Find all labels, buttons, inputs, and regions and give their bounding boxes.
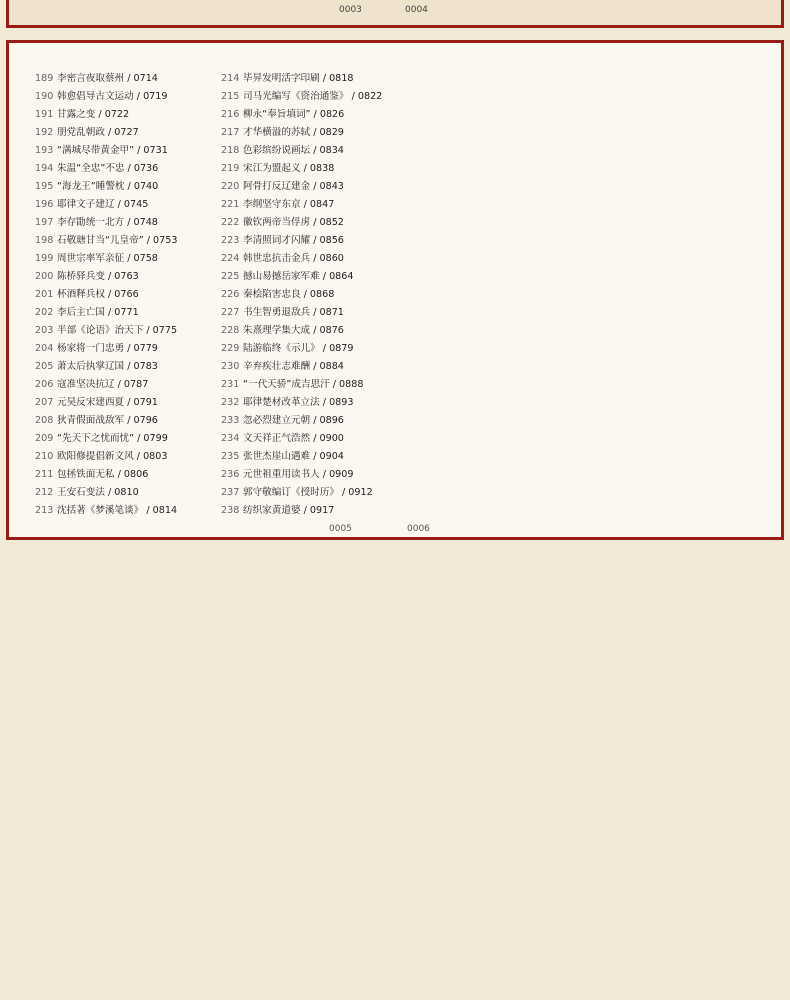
index-entry: 206 寇准坚决抗辽 / 0787: [35, 379, 149, 390]
index-entry: 224 韩世忠抗击金兵 / 0860: [221, 253, 344, 264]
index-entry: 212 王安石变法 / 0810: [35, 487, 139, 498]
index-entry: 211 包拯铁面无私 / 0806: [35, 469, 149, 480]
index-entry: 215 司马光编写《资治通鉴》 / 0822: [221, 91, 383, 102]
index-entry: 189 李密言夜取蔡州 / 0714: [35, 73, 158, 84]
index-entry: 203 半部《论语》治天下 / 0775: [35, 325, 178, 336]
index-entry: 218 色彩缤纷说画坛 / 0834: [221, 145, 344, 156]
index-entry: 202 李后主亡国 / 0771: [35, 307, 139, 318]
index-entry: 197 李存勖统一北方 / 0748: [35, 217, 158, 228]
index-entry: 221 李纲坚守东京 / 0847: [221, 199, 335, 210]
index-entry: 210 欧阳修提倡新文风 / 0803: [35, 451, 168, 462]
index-entry: 227 书生智勇退敌兵 / 0871: [221, 307, 344, 318]
index-entry: 225 撼山易撼岳家军难 / 0864: [221, 271, 354, 282]
page-number-left: 0005: [329, 524, 352, 534]
index-entry: 232 耶律楚材改革立法 / 0893: [221, 397, 354, 408]
index-entry: 204 杨家将一门忠勇 / 0779: [35, 343, 158, 354]
index-entry: 201 杯酒释兵权 / 0766: [35, 289, 139, 300]
index-entry: 226 秦桧陷害忠良 / 0868: [221, 289, 335, 300]
index-entry: 198 石敬瑭甘当“儿皇帝” / 0753: [35, 235, 178, 246]
index-entry: 223 李清照词才闪耀 / 0856: [221, 235, 344, 246]
index-entry: 236 元世祖重用读书人 / 0909: [221, 469, 354, 480]
index-entry: 193 “满城尽带黄金甲” / 0731: [35, 145, 168, 156]
index-entry: 231 “一代天骄”成吉思汗 / 0888: [221, 379, 364, 390]
index-entry: 207 元昊反宋建西夏 / 0791: [35, 397, 158, 408]
index-entry: 233 忽必烈建立元朝 / 0896: [221, 415, 344, 426]
index-entry: 194 朱温“全忠”不忠 / 0736: [35, 163, 159, 174]
index-entry: 191 甘露之变 / 0722: [35, 109, 130, 120]
index-entry: 234 文天祥正气浩然 / 0900: [221, 433, 344, 444]
index-entry: 228 朱熹理学集大成 / 0876: [221, 325, 344, 336]
index-entry: 209 “先天下之忧而忧” / 0799: [35, 433, 168, 444]
index-entry: 229 陆游临终《示儿》 / 0879: [221, 343, 354, 354]
index-entry: 190 韩愈倡导古文运动 / 0719: [35, 91, 168, 102]
index-entry: 230 辛弃疾壮志难酬 / 0884: [221, 361, 344, 372]
index-entry: 200 陈桥驿兵变 / 0763: [35, 271, 139, 282]
index-entry: 222 徽钦两帝当俘虏 / 0852: [221, 217, 344, 228]
page-number-left: 0003: [339, 5, 362, 15]
index-entry: 217 才华横溢的苏轼 / 0829: [221, 127, 344, 138]
index-entry: 237 郭守敬编订《授时历》 / 0912: [221, 487, 373, 498]
index-entry: 192 朋党乱朝政 / 0727: [35, 127, 139, 138]
index-entry: 216 柳永“奉旨填词” / 0826: [221, 109, 345, 120]
index-entry: 195 “海龙王”睡警枕 / 0740: [35, 181, 159, 192]
index-entry: 220 阿骨打反辽建金 / 0843: [221, 181, 344, 192]
index-entry: 214 毕昇发明活字印刷 / 0818: [221, 73, 354, 84]
index-entry: 199 周世宗率军亲征 / 0758: [35, 253, 158, 264]
index-entry: 235 张世杰崖山遇难 / 0904: [221, 451, 344, 462]
index-entry: 205 萧太后执掌辽国 / 0783: [35, 361, 158, 372]
index-entry: 208 狄青假面战敌军 / 0796: [35, 415, 158, 426]
page-number-right: 0006: [407, 524, 430, 534]
page-number-right: 0004: [405, 5, 428, 15]
index-entry: 213 沈括著《梦溪笔谈》 / 0814: [35, 505, 178, 516]
index-entry: 238 纺织家黄道婆 / 0917: [221, 505, 335, 516]
top-page-strip: [6, 0, 784, 28]
index-entry: 219 宋江为盟起义 / 0838: [221, 163, 335, 174]
index-page-panel-1: [6, 40, 784, 540]
index-entry: 196 耶律文子建辽 / 0745: [35, 199, 149, 210]
